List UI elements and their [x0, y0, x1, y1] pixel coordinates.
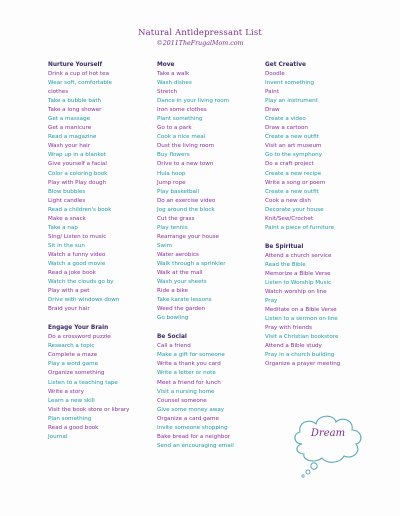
list-item: Hula hoop: [157, 170, 186, 177]
list-item: Water aerobics: [157, 251, 199, 258]
list-item: Sit in the sun: [48, 242, 85, 249]
section-heading: Engage Your Brain: [48, 325, 109, 332]
list-item: Play basketball: [157, 188, 200, 195]
section-heading: Get Creative: [265, 62, 306, 68]
list-item: Play tennis: [157, 224, 188, 231]
list-item: Play a word game: [48, 361, 99, 368]
list-item: Create a new outfit: [265, 134, 319, 141]
list-item: Take a nap: [48, 224, 78, 231]
list-item: Go bowling: [157, 315, 189, 322]
list-item: Send an encouraging email: [157, 442, 234, 449]
list-item: Organize a card game: [157, 415, 219, 422]
list-item: Write a song or poem: [265, 179, 326, 186]
list-item: clothes: [48, 89, 69, 96]
list-item: Counsel someone: [157, 397, 207, 404]
list-item: Wash your hair: [48, 143, 91, 150]
list-item: Listen to Worship Music: [265, 279, 332, 286]
list-item: Ride a bike: [157, 288, 189, 295]
section-be-social: [157, 332, 262, 451]
cloud-icon: [288, 408, 368, 478]
list-item: Braid your hair: [48, 306, 90, 313]
list-item: Watch a funny video: [48, 251, 106, 258]
page-subtitle: ©2011TheFrugalMom.com: [156, 40, 244, 47]
list-item: Read a joke book: [48, 270, 96, 277]
list-item: Color a coloring book: [48, 170, 108, 177]
list-item: Sing/ Listen to music: [48, 233, 107, 240]
section-engage-your-brain: [48, 323, 153, 442]
list-item: Visit a nursing home: [157, 388, 215, 395]
list-item: Watch a good movie: [48, 260, 106, 267]
list-item: Pray with friends: [265, 325, 313, 332]
list-item: Do an exercise video: [157, 197, 216, 204]
list-item: Take karate lessons: [157, 297, 212, 304]
list-item: Wash your sheets: [157, 279, 207, 286]
list-item: Swim: [157, 242, 173, 249]
list-item: Cook a new dish: [265, 197, 311, 204]
list-item: Draw: [265, 107, 280, 114]
list-item: Journal: [48, 433, 68, 440]
list-item: Wrap up in a blanket: [48, 152, 107, 159]
list-item: Watch the clouds go by: [48, 279, 114, 286]
list-item: Wear soft, comfortable: [48, 80, 112, 87]
list-item: Make a gift for someone: [157, 352, 225, 359]
list-item: Light candles: [48, 197, 86, 204]
list-item: Paint: [265, 89, 279, 96]
list-item: Pray in a church building: [265, 352, 335, 359]
list-item: Dust the living room: [157, 143, 215, 150]
list-item: Visit a Christian bookstore: [265, 334, 339, 341]
list-item: Create a video: [265, 116, 306, 123]
section-heading: Be Spiritual: [265, 243, 304, 250]
list-item: Read a good book: [48, 424, 99, 431]
list-item: Walk through a sprinkler: [157, 260, 226, 267]
list-item: Make a snack: [48, 215, 86, 222]
list-item: Go to a park: [157, 125, 192, 132]
column-1: [48, 60, 153, 451]
list-item: Write a letter or note: [157, 370, 216, 377]
section-be-spiritual: [265, 242, 375, 370]
list-item: Cook a nice meal: [157, 134, 206, 141]
list-item: Knit/Sew/Crochet: [265, 215, 314, 222]
list-item: Write a thank you card: [157, 361, 221, 368]
list-item: Take a bubble bath: [48, 98, 102, 105]
list-item: Complete a maze: [48, 352, 98, 359]
list-item: Play with Play dough: [48, 179, 107, 186]
list-item: Organize something: [48, 370, 105, 377]
list-item: Blow bubbles: [48, 188, 86, 195]
list-item: Take a walk: [157, 71, 190, 77]
list-item: Take a long shower: [48, 107, 102, 114]
list-item: Create a new outfit: [265, 188, 319, 195]
list-item: Buy flowers: [157, 152, 190, 159]
list-item: Listen to a sermon on line: [265, 316, 338, 323]
list-item: Play with a pet: [48, 288, 90, 295]
list-item: Visit an art museum: [265, 143, 322, 150]
list-item: Decorate your house: [265, 206, 324, 213]
list-item: Attend a church service: [265, 252, 332, 259]
cloud-text: Dream: [310, 428, 346, 439]
list-item: Doodle: [265, 71, 285, 77]
list-item: Listen to a teaching tape: [48, 379, 118, 386]
page-title: Natural Antidepressant List: [138, 27, 262, 37]
list-item: Paint a piece of furniture: [265, 224, 335, 231]
column-3: [265, 60, 375, 378]
section-heading: Be Social: [157, 334, 187, 341]
list-item: Meditate on a Bible Verse: [265, 307, 337, 314]
list-item: Meet a friend for lunch: [157, 379, 221, 386]
list-item: Read the Bible: [265, 261, 306, 268]
list-item: Jump rope: [157, 179, 186, 186]
list-item: Do a craft project: [265, 161, 314, 168]
list-item: Rearrange your house: [157, 233, 219, 240]
list-item: Drink a cup of hot tea: [48, 71, 110, 77]
list-item: Invite someone shopping: [157, 424, 228, 431]
list-item: Play an instrument: [265, 98, 318, 105]
list-item: Wash dishes: [157, 80, 192, 87]
list-item: Write a story: [48, 388, 84, 395]
list-item: Dance in your living room: [157, 98, 230, 105]
list-item: Get a manicure: [48, 125, 92, 132]
section-heading: Nurture Yourself: [48, 62, 103, 68]
list-item: Cut the grass: [157, 215, 195, 222]
list-item: Iron some clothes: [157, 107, 207, 114]
list-item: Read a children's book: [48, 206, 112, 213]
list-item: Pray: [265, 298, 278, 305]
list-item: Go to the symphony: [265, 152, 322, 159]
section-move: [157, 60, 262, 323]
list-item: Weed the garden: [157, 306, 206, 313]
list-item: Draw a cartoon: [265, 125, 308, 132]
list-item: Call a friend: [157, 343, 191, 350]
list-item: Watch worship on line: [265, 289, 327, 296]
list-item: Give yourself a facial: [48, 161, 107, 168]
column-2: [157, 60, 262, 460]
list-item: Do a crossword puzzle: [48, 334, 111, 341]
list-item: Plant something: [157, 116, 203, 123]
section-heading: Move: [157, 62, 175, 68]
list-item: Research a topic: [48, 343, 95, 350]
list-item: Jog around the block: [157, 206, 215, 213]
list-item: Memorize a Bible Verse: [265, 270, 331, 277]
list-item: Walk at the mall: [157, 270, 203, 277]
list-item: Visit the book store or library: [48, 406, 130, 413]
list-item: Read a magazine: [48, 134, 97, 141]
list-item: Bake bread for a neighbor: [157, 433, 231, 440]
list-item: Organize a prayer meeting: [265, 361, 341, 368]
list-item: Invent something: [265, 80, 315, 87]
list-item: Drive to a new town: [157, 161, 214, 168]
section-get-creative: [265, 60, 375, 233]
list-item: Get a massage: [48, 116, 91, 123]
list-item: Plan something: [48, 415, 92, 422]
list-item: Give some money away: [157, 406, 225, 413]
section-nurture-yourself: [48, 60, 153, 314]
list-item: Learn a new skill: [48, 397, 95, 404]
list-item: Stretch: [157, 89, 178, 96]
list-item: Drive with windows down: [48, 297, 120, 304]
list-item: Create a new recipe: [265, 170, 322, 177]
list-item: Attend a Bible study: [265, 343, 322, 350]
